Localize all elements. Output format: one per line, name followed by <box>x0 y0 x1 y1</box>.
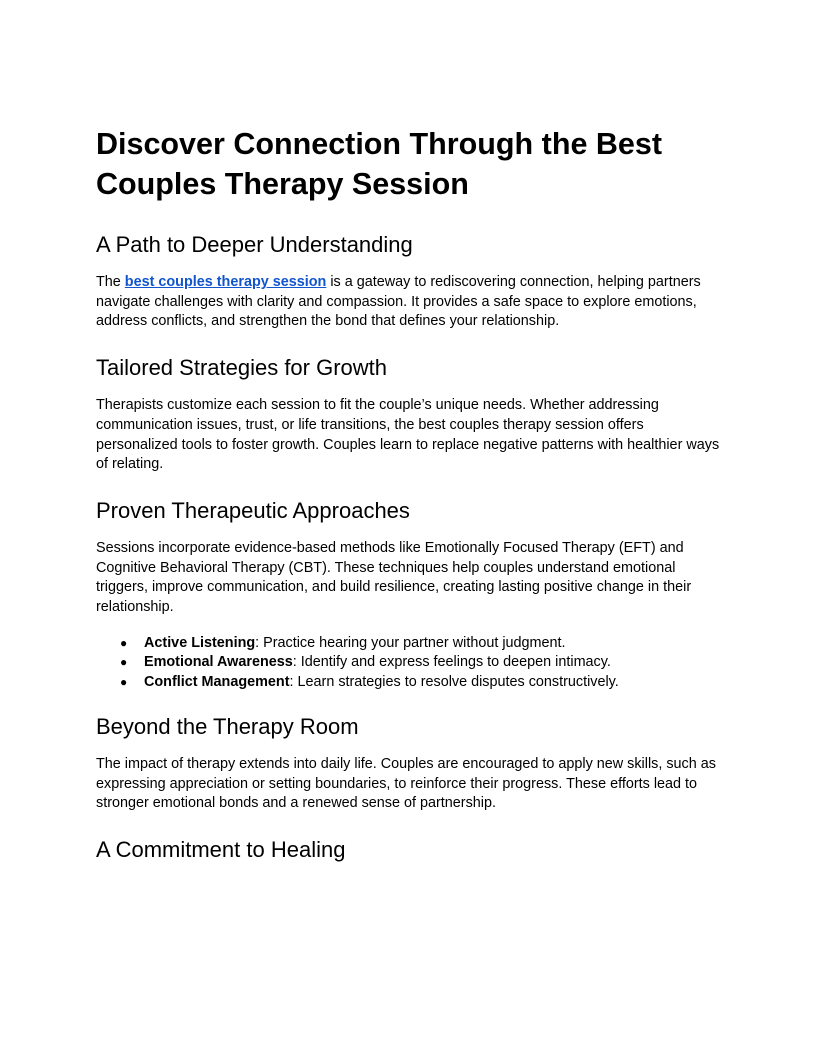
section-body-tailored: Therapists customize each session to fit the couple’s unique needs. Whether addressing communication issues, trust, or life transitions, the best couples therapy session offers personalized tools to foster growth. Couples learn to replace negative patterns with healthier ways of relating. <box>96 397 720 473</box>
bullet-icon: ● <box>120 635 128 650</box>
best-couples-therapy-link[interactable]: best couples therapy session <box>124 274 327 290</box>
document-title <box>96 124 720 204</box>
section-heading-proven: Proven Therapeutic Approaches <box>96 497 410 523</box>
section-heading-path: A Path to Deeper Understanding <box>96 232 413 257</box>
list-item: ● Emotional Awareness: Identify and express feelings to deepen intimacy. <box>96 653 720 673</box>
section-body-path: The best couples therapy session is a gateway to rediscovering connection, helping partners navigate challenges with clarity and compassion. It provides a safe space to explore emotions, address conflicts, and strengthen the bond that defines your relationship. <box>96 274 701 330</box>
section-body-proven: Sessions incorporate evidence-based methods like Emotionally Focused Therapy (EFT) and Cognitive Behavioral Therapy (CBT). These techniques help couples understand emotional triggers, improve communication, and build resilience, creating lasting positive change in their relationship. <box>96 539 692 616</box>
bullet-icon: ● <box>120 655 128 670</box>
bullet-icon: ● <box>120 675 128 690</box>
section-heading-tailored: Tailored Strategies for Growth <box>96 355 388 381</box>
list-item: ● Active Listening: Practice hearing your partner without judgment. <box>96 634 720 654</box>
section-heading-beyond: Beyond the Therapy Room <box>96 713 359 739</box>
list-item: ● Conflict Management: Learn strategies to resolve disputes constructively. <box>96 673 720 693</box>
title-line-2: Couples Therapy Session <box>96 167 469 201</box>
section-body-beyond: The impact of therapy extends into daily life. Couples are encouraged to apply new skills, such as expressing appreciation or setting boundaries, to reinforce their progress. These efforts lead to stronger emotional bonds and a renewed sense of partnership. <box>96 755 716 812</box>
document-page <box>96 124 720 863</box>
title-line-1: Discover Connection Through the Best <box>96 127 662 161</box>
approaches-list <box>96 634 720 693</box>
section-heading-commitment: A Commitment to Healing <box>96 836 346 862</box>
